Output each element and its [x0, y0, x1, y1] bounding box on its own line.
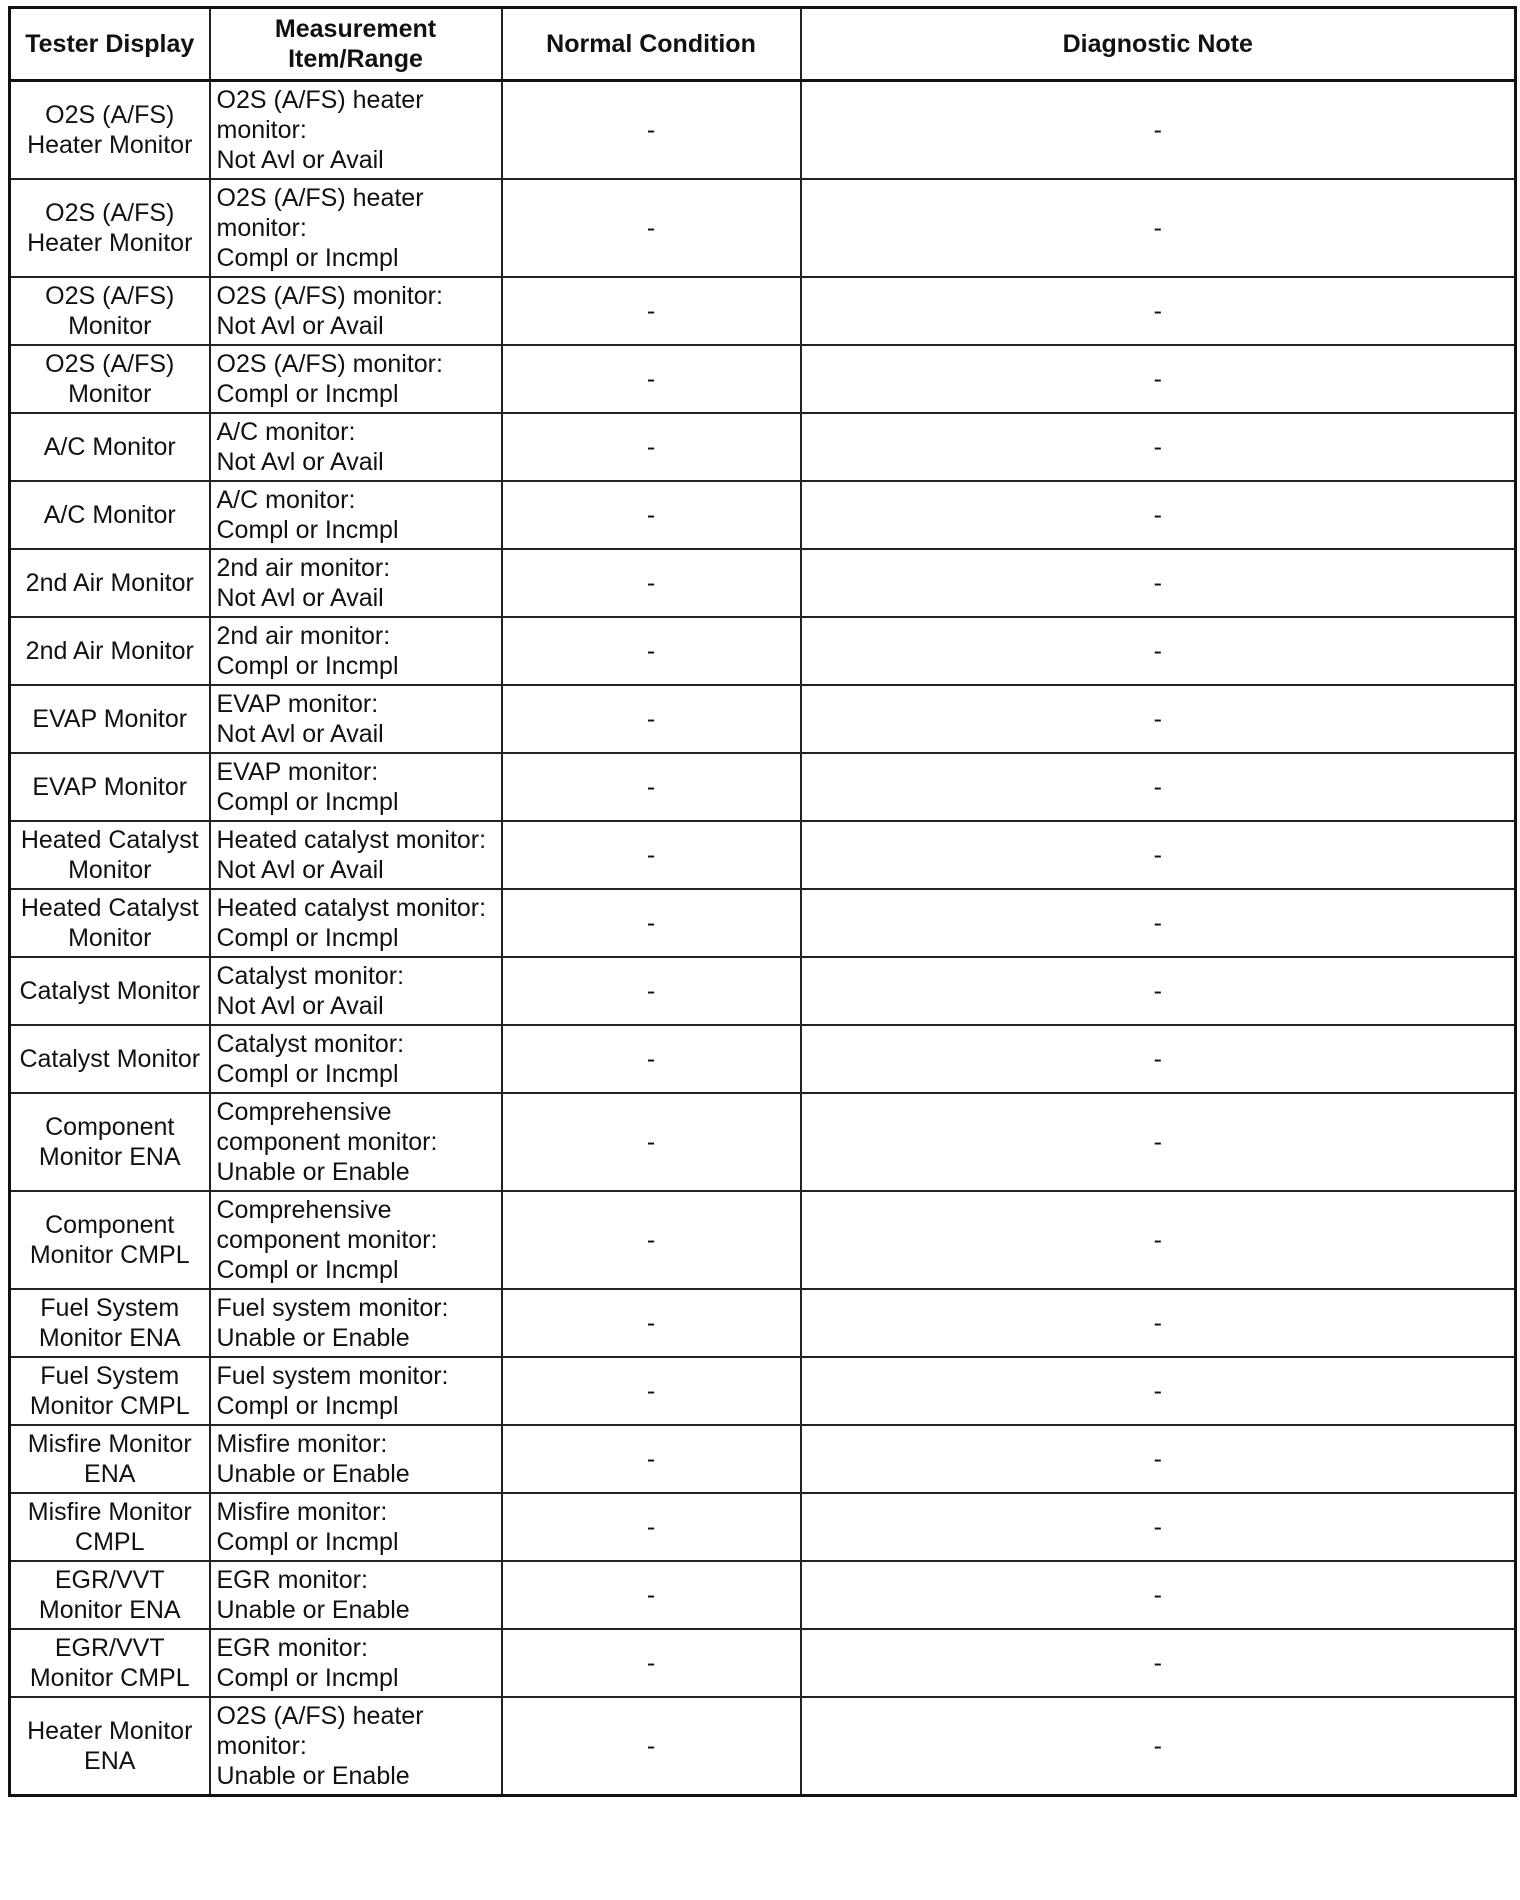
- table-row: [10, 957, 1516, 1025]
- text-line: Component: [45, 1113, 175, 1141]
- normal-condition-cell: -: [502, 1357, 801, 1425]
- header-tester-display: [10, 8, 210, 81]
- normal-condition-cell: -: [502, 685, 801, 753]
- table-row: [10, 549, 1516, 617]
- normal-condition-cell: -: [502, 277, 801, 345]
- diagnostic-note-cell: -: [801, 179, 1516, 277]
- table-row: [10, 179, 1516, 277]
- text-line: A/C monitor:: [216, 486, 356, 514]
- text-line: Compl or Incmpl: [216, 1392, 399, 1420]
- text-line: Not Avl or Avail: [216, 856, 384, 884]
- measurement-item-cell: [210, 1493, 502, 1561]
- diagnostic-note-cell: -: [801, 753, 1516, 821]
- text-line: Fuel System: [40, 1294, 180, 1322]
- text-line: component monitor:: [216, 1128, 438, 1156]
- measurement-item-cell: [210, 81, 502, 180]
- header-measurement-item: [210, 8, 502, 81]
- text-line: Misfire monitor:: [216, 1430, 388, 1458]
- text-line: Fuel system monitor:: [216, 1362, 449, 1390]
- normal-condition-cell: -: [502, 1561, 801, 1629]
- tester-display-cell: [10, 685, 210, 753]
- table-row: [10, 617, 1516, 685]
- diagnostic-note-cell: -: [801, 1697, 1516, 1796]
- tester-display-cell: [10, 1093, 210, 1191]
- table-row: [10, 753, 1516, 821]
- tester-display-cell: [10, 1493, 210, 1561]
- normal-condition-cell: -: [502, 481, 801, 549]
- text-line: monitor:: [216, 1732, 307, 1760]
- measurement-item-cell: [210, 1561, 502, 1629]
- text-line: Monitor: [68, 924, 152, 952]
- text-line: Tester Display: [25, 30, 195, 58]
- text-line: Misfire Monitor: [27, 1498, 192, 1526]
- text-line: Component: [45, 1211, 175, 1239]
- table-row: [10, 821, 1516, 889]
- normal-condition-cell: -: [502, 1093, 801, 1191]
- text-line: Heater Monitor: [27, 131, 193, 159]
- text-line: Comprehensive: [216, 1196, 392, 1224]
- text-line: Compl or Incmpl: [216, 788, 399, 816]
- text-line: Item/Range: [288, 45, 423, 73]
- diagnostic-note-cell: -: [801, 1425, 1516, 1493]
- normal-condition-cell: -: [502, 1025, 801, 1093]
- text-line: Compl or Incmpl: [216, 1256, 399, 1284]
- diagnostic-note-cell: -: [801, 1191, 1516, 1289]
- measurement-item-cell: [210, 821, 502, 889]
- table-row: [10, 413, 1516, 481]
- table-row: [10, 1697, 1516, 1796]
- normal-condition-cell: -: [502, 1191, 801, 1289]
- text-line: EGR monitor:: [216, 1634, 368, 1662]
- measurement-item-cell: [210, 753, 502, 821]
- text-line: Monitor CMPL: [29, 1392, 190, 1420]
- text-line: Monitor CMPL: [29, 1241, 190, 1269]
- normal-condition-cell: -: [502, 957, 801, 1025]
- text-line: Catalyst Monitor: [19, 1045, 201, 1073]
- diagnostic-table: [8, 6, 1517, 1797]
- text-line: ENA: [84, 1460, 136, 1488]
- text-line: EGR monitor:: [216, 1566, 368, 1594]
- text-line: Compl or Incmpl: [216, 244, 399, 272]
- table-row: [10, 1357, 1516, 1425]
- diagnostic-note-cell: -: [801, 889, 1516, 957]
- diagnostic-note-cell: -: [801, 957, 1516, 1025]
- table-row: [10, 1493, 1516, 1561]
- text-line: EVAP Monitor: [32, 773, 188, 801]
- text-line: Misfire monitor:: [216, 1498, 388, 1526]
- tester-display-cell: [10, 1357, 210, 1425]
- text-line: monitor:: [216, 116, 307, 144]
- table-row: [10, 1425, 1516, 1493]
- text-line: Compl or Incmpl: [216, 924, 399, 952]
- measurement-item-cell: [210, 685, 502, 753]
- text-line: Fuel System: [40, 1362, 180, 1390]
- text-line: Heated Catalyst: [20, 894, 199, 922]
- table-row: [10, 1289, 1516, 1357]
- text-line: EGR/VVT: [54, 1566, 165, 1594]
- normal-condition-cell: -: [502, 1629, 801, 1697]
- text-line: Fuel system monitor:: [216, 1294, 449, 1322]
- diagnostic-note-cell: -: [801, 481, 1516, 549]
- tester-display-cell: [10, 821, 210, 889]
- text-line: Not Avl or Avail: [216, 312, 384, 340]
- table-row: [10, 889, 1516, 957]
- measurement-item-cell: [210, 277, 502, 345]
- text-line: 2nd Air Monitor: [25, 637, 194, 665]
- tester-display-cell: [10, 481, 210, 549]
- tester-display-cell: [10, 1697, 210, 1796]
- normal-condition-cell: -: [502, 81, 801, 180]
- diagnostic-note-cell: -: [801, 821, 1516, 889]
- table-row: [10, 1093, 1516, 1191]
- text-line: Monitor ENA: [38, 1596, 181, 1624]
- normal-condition-cell: -: [502, 549, 801, 617]
- text-line: monitor:: [216, 214, 307, 242]
- text-line: O2S (A/FS) heater: [216, 1702, 424, 1730]
- tester-display-cell: [10, 277, 210, 345]
- diagnostic-note-cell: -: [801, 617, 1516, 685]
- text-line: Unable or Enable: [216, 1158, 410, 1186]
- tester-display-cell: [10, 549, 210, 617]
- normal-condition-cell: -: [502, 753, 801, 821]
- text-line: O2S (A/FS): [45, 199, 175, 227]
- text-line: Monitor ENA: [38, 1143, 181, 1171]
- tester-display-cell: [10, 1425, 210, 1493]
- measurement-item-cell: [210, 1025, 502, 1093]
- text-line: Unable or Enable: [216, 1596, 410, 1624]
- normal-condition-cell: -: [502, 345, 801, 413]
- diagnostic-note-cell: -: [801, 1025, 1516, 1093]
- normal-condition-cell: -: [502, 1289, 801, 1357]
- text-line: EVAP Monitor: [32, 705, 188, 733]
- normal-condition-cell: -: [502, 617, 801, 685]
- tester-display-cell: [10, 1629, 210, 1697]
- header-normal-condition: [502, 8, 801, 81]
- text-line: Heater Monitor: [27, 1717, 193, 1745]
- normal-condition-cell: -: [502, 1697, 801, 1796]
- table-row: [10, 1561, 1516, 1629]
- text-line: O2S (A/FS) heater: [216, 86, 424, 114]
- table-row: [10, 1191, 1516, 1289]
- text-line: Heater Monitor: [27, 229, 193, 257]
- diagnostic-note-cell: -: [801, 277, 1516, 345]
- diagnostic-note-cell: -: [801, 1493, 1516, 1561]
- measurement-item-cell: [210, 179, 502, 277]
- text-line: Measurement: [274, 15, 437, 43]
- text-line: Not Avl or Avail: [216, 448, 384, 476]
- text-line: ENA: [84, 1747, 136, 1775]
- tester-display-cell: [10, 413, 210, 481]
- measurement-item-cell: [210, 617, 502, 685]
- diagnostic-note-cell: -: [801, 1093, 1516, 1191]
- text-line: Monitor: [68, 312, 152, 340]
- text-line: A/C monitor:: [216, 418, 356, 446]
- diagnostic-note-cell: -: [801, 345, 1516, 413]
- text-line: Compl or Incmpl: [216, 516, 399, 544]
- table-row: [10, 481, 1516, 549]
- text-line: Monitor ENA: [38, 1324, 181, 1352]
- tester-display-cell: [10, 889, 210, 957]
- text-line: O2S (A/FS): [45, 101, 175, 129]
- measurement-item-cell: [210, 1191, 502, 1289]
- measurement-item-cell: [210, 413, 502, 481]
- text-line: Unable or Enable: [216, 1460, 410, 1488]
- normal-condition-cell: -: [502, 1493, 801, 1561]
- text-line: Heated catalyst monitor:: [216, 826, 487, 854]
- tester-display-cell: [10, 81, 210, 180]
- text-line: Compl or Incmpl: [216, 1528, 399, 1556]
- header-diagnostic-note: [801, 8, 1516, 81]
- header-row: [10, 8, 1516, 81]
- tester-display-cell: [10, 1561, 210, 1629]
- text-line: 2nd Air Monitor: [25, 569, 194, 597]
- tester-display-cell: [10, 753, 210, 821]
- normal-condition-cell: -: [502, 821, 801, 889]
- text-line: O2S (A/FS) monitor:: [216, 350, 443, 378]
- text-line: Monitor: [68, 856, 152, 884]
- text-line: Compl or Incmpl: [216, 652, 399, 680]
- text-line: Not Avl or Avail: [216, 992, 384, 1020]
- text-line: Compl or Incmpl: [216, 380, 399, 408]
- text-line: Diagnostic Note: [1062, 30, 1253, 58]
- table-row: [10, 81, 1516, 180]
- measurement-item-cell: [210, 889, 502, 957]
- table-row: [10, 685, 1516, 753]
- text-line: Not Avl or Avail: [216, 720, 384, 748]
- diagnostic-note-cell: -: [801, 1357, 1516, 1425]
- table-row: [10, 277, 1516, 345]
- text-line: component monitor:: [216, 1226, 438, 1254]
- measurement-item-cell: [210, 1697, 502, 1796]
- text-line: Not Avl or Avail: [216, 584, 384, 612]
- diagnostic-note-cell: -: [801, 685, 1516, 753]
- text-line: EVAP monitor:: [216, 690, 379, 718]
- text-line: Normal Condition: [546, 30, 756, 58]
- text-line: EVAP monitor:: [216, 758, 379, 786]
- tester-display-cell: [10, 1025, 210, 1093]
- diagnostic-note-cell: -: [801, 81, 1516, 180]
- text-line: Heated catalyst monitor:: [216, 894, 487, 922]
- normal-condition-cell: -: [502, 413, 801, 481]
- measurement-item-cell: [210, 1289, 502, 1357]
- table-row: [10, 1629, 1516, 1697]
- measurement-item-cell: [210, 1357, 502, 1425]
- text-line: Unable or Enable: [216, 1762, 410, 1790]
- text-line: Compl or Incmpl: [216, 1060, 399, 1088]
- measurement-item-cell: [210, 481, 502, 549]
- text-line: O2S (A/FS): [45, 282, 175, 310]
- text-line: Comprehensive: [216, 1098, 392, 1126]
- text-line: Monitor: [68, 380, 152, 408]
- measurement-item-cell: [210, 1093, 502, 1191]
- text-line: A/C Monitor: [43, 433, 176, 461]
- text-line: EGR/VVT: [54, 1634, 165, 1662]
- measurement-item-cell: [210, 1629, 502, 1697]
- text-line: Catalyst monitor:: [216, 1030, 405, 1058]
- normal-condition-cell: -: [502, 889, 801, 957]
- diagnostic-note-cell: -: [801, 1561, 1516, 1629]
- text-line: Heated Catalyst: [20, 826, 199, 854]
- measurement-item-cell: [210, 1425, 502, 1493]
- tester-display-cell: [10, 1289, 210, 1357]
- normal-condition-cell: -: [502, 1425, 801, 1493]
- text-line: 2nd air monitor:: [216, 622, 391, 650]
- text-line: O2S (A/FS) monitor:: [216, 282, 443, 310]
- diagnostic-note-cell: -: [801, 1629, 1516, 1697]
- text-line: Catalyst Monitor: [19, 977, 201, 1005]
- diagnostic-note-cell: -: [801, 549, 1516, 617]
- tester-display-cell: [10, 617, 210, 685]
- measurement-item-cell: [210, 549, 502, 617]
- diagnostic-note-cell: -: [801, 1289, 1516, 1357]
- normal-condition-cell: -: [502, 179, 801, 277]
- table-row: [10, 345, 1516, 413]
- text-line: Catalyst monitor:: [216, 962, 405, 990]
- text-line: CMPL: [75, 1528, 145, 1556]
- text-line: Unable or Enable: [216, 1324, 410, 1352]
- text-line: O2S (A/FS) heater: [216, 184, 424, 212]
- text-line: O2S (A/FS): [45, 350, 175, 378]
- text-line: A/C Monitor: [43, 501, 176, 529]
- tester-display-cell: [10, 1191, 210, 1289]
- table-row: [10, 1025, 1516, 1093]
- diagnostic-note-cell: -: [801, 413, 1516, 481]
- text-line: Monitor CMPL: [29, 1664, 190, 1692]
- text-line: Not Avl or Avail: [216, 146, 384, 174]
- text-line: Misfire Monitor: [27, 1430, 192, 1458]
- tester-display-cell: [10, 345, 210, 413]
- text-line: Compl or Incmpl: [216, 1664, 399, 1692]
- measurement-item-cell: [210, 345, 502, 413]
- measurement-item-cell: [210, 957, 502, 1025]
- table-body: [10, 81, 1516, 1796]
- text-line: 2nd air monitor:: [216, 554, 391, 582]
- tester-display-cell: [10, 957, 210, 1025]
- tester-display-cell: [10, 179, 210, 277]
